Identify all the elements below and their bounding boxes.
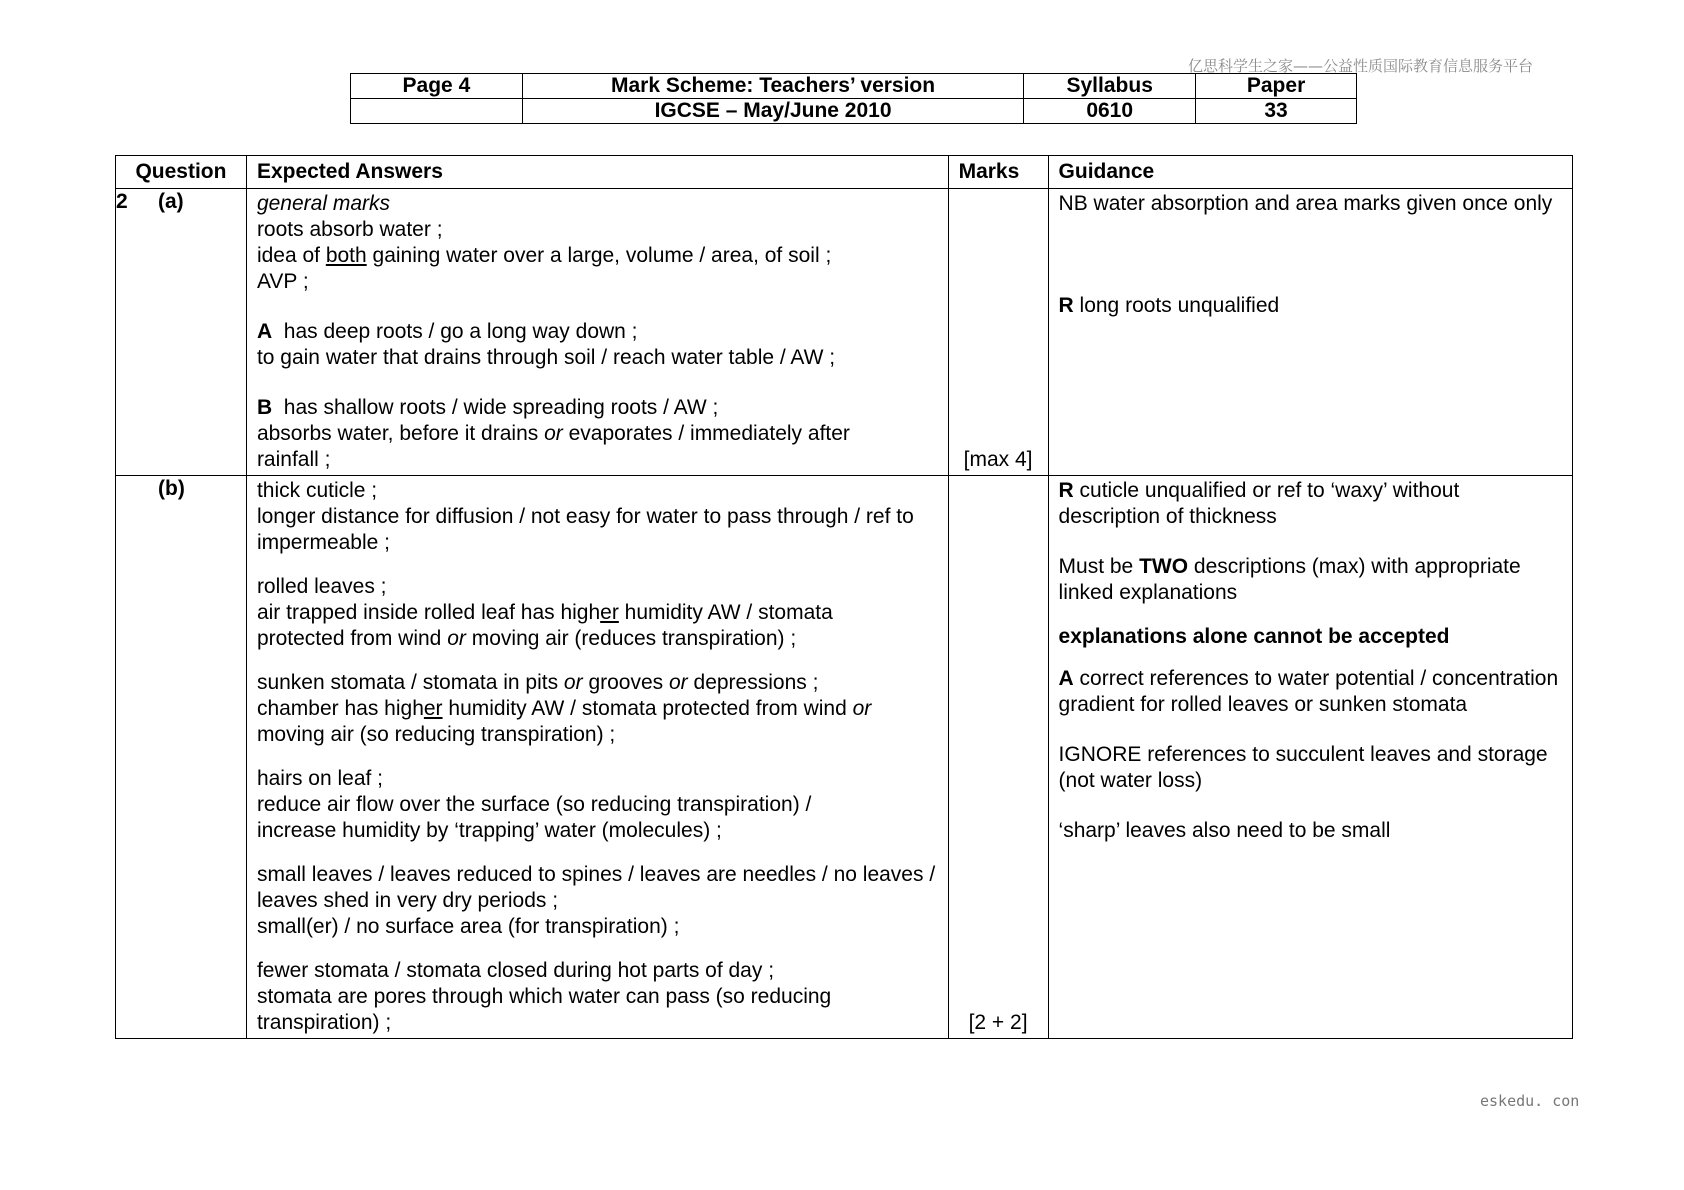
question-part: (b) <box>158 477 185 500</box>
answer-line: idea of both gaining water over a large, volume / area, of soil ; <box>256 244 832 267</box>
answer-line: air trapped inside rolled leaf has higher humidity AW / stomata <box>256 601 833 624</box>
header-title: Mark Scheme: Teachers’ version <box>522 74 1023 99</box>
answer-line: A has deep roots / go a long way down ; <box>256 320 638 343</box>
answer-line: absorbs water, before it drains or evaporates / immediately after <box>256 422 850 445</box>
answer-line: increase humidity by ‘trapping’ water (molecules) ; <box>256 819 722 842</box>
question-cell <box>116 476 247 1039</box>
col-answers: Expected Answers <box>246 156 948 189</box>
general-marks-label: general marks <box>256 192 390 215</box>
col-question: Question <box>116 156 247 189</box>
header-page: Page 4 <box>351 74 523 99</box>
answer-line: rainfall ; <box>256 448 331 471</box>
marks-cell <box>948 189 1048 476</box>
answer-line: rolled leaves ; <box>256 575 387 598</box>
guidance-line: ‘sharp’ leaves also need to be small <box>1058 819 1391 842</box>
table-header-row <box>116 156 1573 189</box>
watermark-bottom: eskedu. con <box>1480 1092 1580 1110</box>
answer-line: longer distance for diffusion / not easy for water to pass through / ref to impermeable ; <box>256 505 914 554</box>
col-marks: Marks <box>948 156 1048 189</box>
answer-line: B has shallow roots / wide spreading roots / AW ; <box>256 396 719 419</box>
marks-value: [max 4] <box>963 448 1033 471</box>
guidance-line: A correct references to water potential / concentration gradient for rolled leaves or sunken stomata <box>1058 667 1559 716</box>
answer-line: AVP ; <box>256 270 309 293</box>
table-row-2a <box>116 189 1573 476</box>
answer-line: stomata are pores through which water can pass (so reducing transpiration) ; <box>256 985 832 1034</box>
answer-line: to gain water that drains through soil / reach water table / AW ; <box>256 346 836 369</box>
guidance-line: IGNORE references to succulent leaves and storage (not water loss) <box>1058 743 1548 792</box>
question-cell <box>116 189 247 476</box>
guidance-line: Must be TWO descriptions (max) with appropriate linked explanations <box>1058 555 1521 604</box>
marks-value: [2 + 2] <box>968 1011 1028 1034</box>
header-table <box>350 73 1357 124</box>
answer-line: sunken stomata / stomata in pits or grooves or depressions ; <box>256 671 819 694</box>
mark-scheme-table <box>115 155 1573 1039</box>
answers-cell <box>246 189 948 476</box>
header-syllabus: 0610 <box>1024 99 1196 124</box>
header-empty <box>351 99 523 124</box>
guidance-cell <box>1048 189 1572 476</box>
header-paper-label: Paper <box>1196 74 1357 99</box>
answer-line: fewer stomata / stomata closed during hot parts of day ; <box>256 959 775 982</box>
guidance-line: R long roots unqualified <box>1058 294 1280 317</box>
question-number: 2 <box>116 190 128 213</box>
watermark-top: 亿思科学生之家——公益性质国际教育信息服务平台 <box>1188 57 1534 75</box>
answer-line: reduce air flow over the surface (so reducing transpiration) / <box>256 793 812 816</box>
answer-line: moving air (so reducing transpiration) ; <box>256 723 616 746</box>
header-syllabus-label: Syllabus <box>1024 74 1196 99</box>
answers-cell <box>246 476 948 1039</box>
answer-line: roots absorb water ; <box>256 218 443 241</box>
guidance-line: explanations alone cannot be accepted <box>1058 625 1450 648</box>
guidance-cell <box>1048 476 1572 1039</box>
answer-line: small(er) / no surface area (for transpiration) ; <box>256 915 680 938</box>
answer-line: hairs on leaf ; <box>256 767 384 790</box>
answer-line: thick cuticle ; <box>256 479 378 502</box>
header-paper: 33 <box>1196 99 1357 124</box>
guidance-line: R cuticle unqualified or ref to ‘waxy’ without description of thickness <box>1058 479 1460 528</box>
answer-line: small leaves / leaves reduced to spines / leaves are needles / no leaves / leaves shed in very dry periods ; <box>256 863 936 912</box>
header-exam: IGCSE – May/June 2010 <box>522 99 1023 124</box>
answer-line: protected from wind or moving air (reduces transpiration) ; <box>256 627 797 650</box>
col-guidance: Guidance <box>1048 156 1572 189</box>
table-row-2b <box>116 476 1573 1039</box>
marks-cell <box>948 476 1048 1039</box>
question-part: (a) <box>158 190 184 213</box>
answer-line: chamber has higher humidity AW / stomata protected from wind or <box>256 697 872 720</box>
guidance-line: NB water absorption and area marks given once only <box>1058 192 1553 215</box>
